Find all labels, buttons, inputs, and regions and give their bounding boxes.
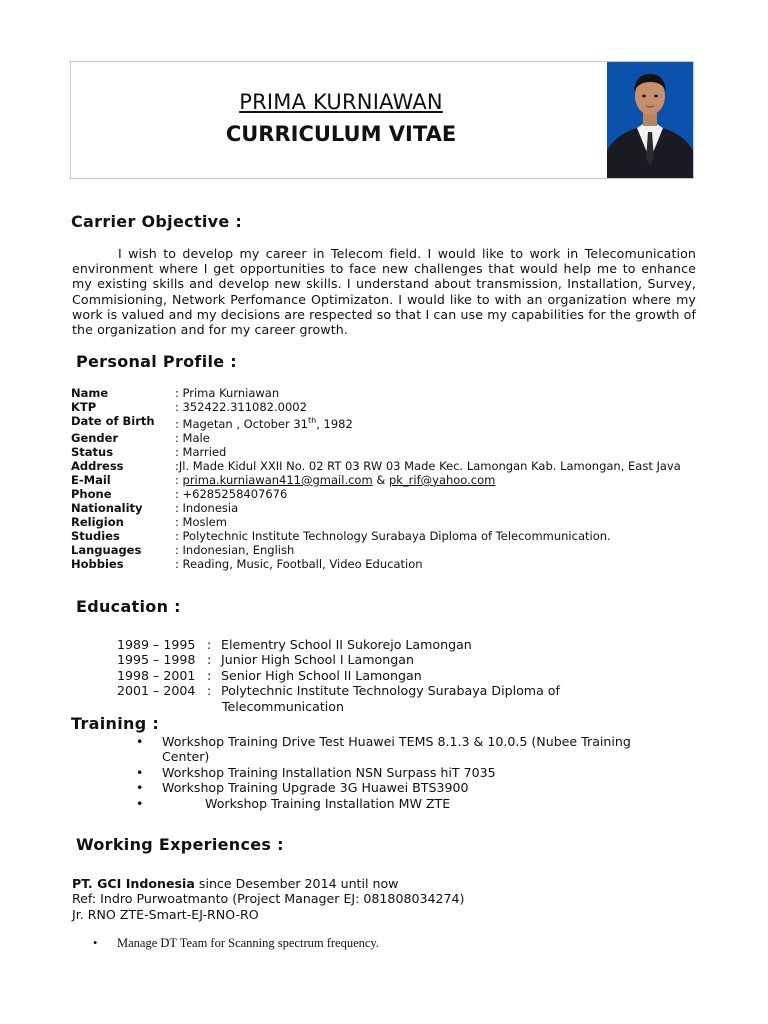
email-link-gmail[interactable]: prima.kurniawan411@gmail.com (182, 472, 373, 487)
profile-label: Languages (71, 542, 142, 557)
profile-row-address (71, 459, 695, 473)
dob-year: , 1982 (316, 416, 353, 431)
profile-heading: Personal Profile : (76, 352, 237, 371)
profile-label: Name (71, 386, 109, 400)
education-years: 1989 – 1995 (117, 637, 196, 652)
education-item-continued (117, 699, 657, 714)
profile-row-phone (71, 487, 695, 501)
bullet-icon: • (136, 780, 144, 796)
work-heading: Working Experiences : (76, 835, 284, 854)
profile-row-email (71, 473, 695, 487)
document-title: CURRICULUM VITAE (225, 122, 457, 146)
bullet-icon: • (136, 795, 144, 811)
profile-label: Nationality (71, 500, 143, 515)
training-text: Workshop Training Upgrade 3G Huawei BTS3900 (162, 780, 469, 796)
profile-row-name (71, 386, 695, 400)
profile-row-hobbies (71, 557, 695, 571)
objective-text (72, 246, 696, 337)
profile-label: Status (71, 444, 114, 459)
education-list (117, 637, 657, 714)
company-name: PT. GCI Indonesia (72, 876, 195, 891)
work-duty-item (93, 936, 593, 951)
training-item (136, 765, 676, 780)
candidate-name: PRIMA KURNIAWAN (239, 90, 443, 114)
education-school: Elementry School II Sukorejo Lamongan (221, 637, 472, 652)
training-item (136, 734, 676, 765)
bullet-icon: • (136, 734, 144, 749)
profile-label: Religion (71, 514, 124, 529)
education-school: Senior High School II Lamongan (221, 667, 422, 683)
profile-value: : Indonesia (175, 500, 239, 515)
email-joiner: & (372, 472, 389, 487)
objective-paragraph: I wish to develop my career in Telecom field. I would like to work in Telecomunication environment where I get opportunities to face new challenges that would help me to enhance my existing skills and develop new skills. I understand about transmission, Installation, Survey, Commisioning, Network Perfomance Optimizaton. I would like to with an organization where my work is valued and my decisions are respected so that I can use my capabilities for the growth of the organization and for my career growth. (72, 246, 696, 338)
profile-label: Hobbies (71, 556, 124, 571)
training-text: Workshop Training Installation NSN Surpass hiT 7035 (162, 764, 496, 780)
person-photo-icon (607, 62, 693, 178)
training-item (136, 780, 676, 795)
work-project: Jr. RNO ZTE-Smart-EJ-RNO-RO (72, 906, 259, 922)
profile-row-dob (71, 414, 695, 431)
profile-row-ktp (71, 400, 695, 414)
training-list (136, 734, 676, 811)
profile-value: : Prima Kurniawan (175, 386, 280, 400)
profile-value: :Jl. Made Kidul XXII No. 02 RT 03 RW 03 Made Kec. Lamongan Kab. Lamongan, East Java (175, 458, 681, 473)
profile-row-nationality (71, 501, 695, 515)
profile-value: : Indonesian, English (175, 542, 295, 557)
training-text: Workshop Training Installation MW ZTE (205, 795, 451, 811)
profile-value (175, 414, 695, 431)
profile-photo (607, 62, 693, 178)
profile-value: : Married (175, 444, 227, 459)
bullet-icon: • (93, 936, 98, 950)
personal-profile-table (71, 386, 695, 571)
dob-text: : Magetan , October 31 (175, 416, 308, 431)
education-heading: Education : (76, 597, 181, 616)
profile-row-status (71, 445, 695, 459)
work-company-line (72, 876, 672, 891)
profile-label: Date of Birth (71, 414, 155, 428)
dob-ordinal: th (308, 416, 317, 425)
profile-row-studies (71, 529, 695, 543)
education-years: 2001 – 2004 (117, 683, 196, 699)
education-school: Polytechnic Institute Technology Surabaya Diploma of (221, 683, 560, 699)
education-item: 1989 – 1995 : Elementry School II Sukorejo Lamongan (117, 637, 472, 652)
profile-value: : Male (175, 430, 210, 445)
email-link-yahoo[interactable]: pk_rif@yahoo.com (388, 472, 496, 487)
objective-heading: Carrier Objective : (71, 212, 243, 231)
training-heading: Training : (71, 714, 160, 733)
profile-value: : Moslem (175, 514, 227, 529)
work-period: since Desember 2014 until now (194, 876, 399, 891)
education-item: 2001 – 2004 : Polytechnic Institute Technology Surabaya Diploma of (117, 683, 560, 699)
education-item: 1995 – 1998 : Junior High School I Lamongan (117, 652, 414, 668)
profile-label: Address (71, 458, 124, 473)
education-school: Telecommunication (222, 698, 344, 714)
training-text: Workshop Training Drive Test Huawei TEMS 8.1.3 & 10.0.5 (Nubee Training Center) (162, 734, 631, 765)
profile-label: Phone (71, 486, 112, 501)
education-school: Junior High School I Lamongan (221, 652, 414, 668)
profile-value: : Reading, Music, Football, Video Education (175, 556, 423, 571)
profile-row-religion (71, 515, 695, 529)
profile-value: : 352422.311082.0002 (175, 400, 307, 414)
work-reference: Ref: Indro Purwoatmanto (Project Manager EJ: 081808034274) (72, 891, 465, 907)
profile-value: : Polytechnic Institute Technology Surabaya Diploma of Telecommunication. (175, 528, 611, 543)
education-years: 1998 – 2001 (117, 667, 196, 683)
work-experience (72, 876, 672, 922)
profile-label: E-Mail (71, 472, 111, 487)
profile-label: Studies (71, 528, 120, 543)
profile-label: Gender (71, 430, 119, 445)
profile-row-languages (71, 543, 695, 557)
cv-header (70, 61, 694, 179)
work-duty-text: Manage DT Team for Scanning spectrum frequency. (117, 936, 379, 950)
profile-row-gender (71, 431, 695, 445)
profile-value: : +6285258407676 (175, 486, 288, 501)
profile-value: : prima.kurniawan411@gmail.com & pk_rif@yahoo.com (175, 472, 496, 487)
education-years: 1995 – 1998 (117, 652, 196, 668)
training-item (136, 796, 676, 811)
education-item: 1998 – 2001 : Senior High School II Lamongan (117, 667, 422, 683)
profile-label: KTP (71, 400, 97, 414)
bullet-icon: • (136, 764, 144, 780)
